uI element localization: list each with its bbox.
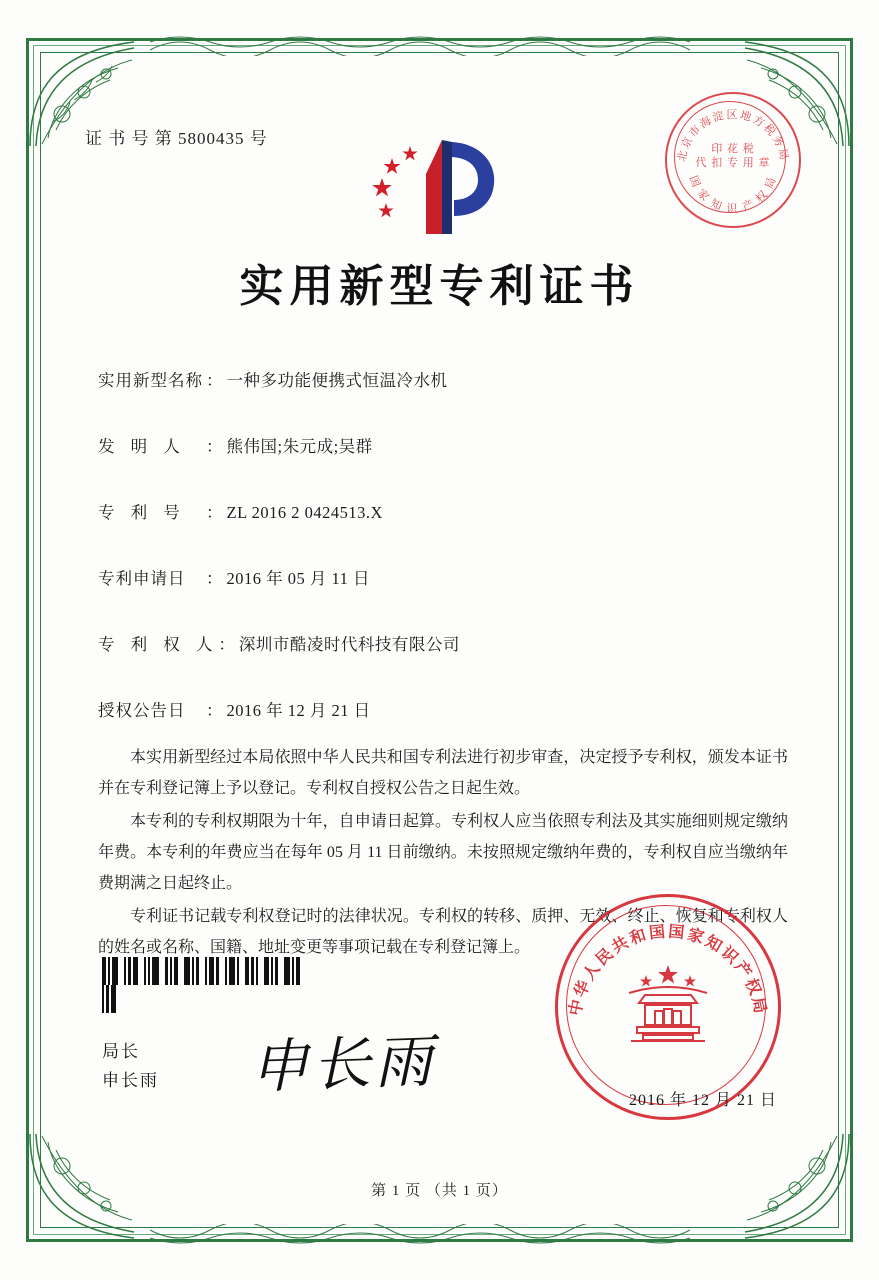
field-application-date xyxy=(98,568,788,590)
field-label: 专 利 权 人 xyxy=(98,635,219,654)
seal-center-line1: 印 花 税 xyxy=(711,143,755,155)
seal-arc-label: 北京市海淀区地方税务局 xyxy=(675,109,791,163)
svg-text:国 家 知 识 产 权 局 xyxy=(687,174,780,215)
field-separator: ： xyxy=(206,371,223,390)
field-value: ZL 2016 2 0424513.X xyxy=(226,503,383,522)
cnipa-logo-icon xyxy=(370,130,500,245)
paragraph-2: 本专利的专利权期限为十年，自申请日起算。专利权人应当依照专利法及其实施细则规定缴纳年费。本专利的年费应当在每年 05 月 11 日前缴纳。未按照规定缴纳年费的，专利权自应当缴纳年费期满之日起终止。 xyxy=(98,813,788,892)
field-label: 专利申请日 xyxy=(98,569,186,588)
field-label: 专 利 号 xyxy=(98,503,186,522)
field-separator: ： xyxy=(206,569,223,588)
paragraph-1: 本实用新型经过本局依照中华人民共和国专利法进行初步审查，决定授予专利权，颁发本证书并在专利登记簿上予以登记。专利权自授权公告之日起生效。 xyxy=(98,749,788,797)
national-seal-label: 中华人民共和国国家知识产权局 xyxy=(567,923,769,1018)
handwritten-signature: 申长雨 xyxy=(249,1028,438,1101)
seal-center-line2: 代 扣 专 用 章 xyxy=(695,157,771,169)
field-utility-model-name xyxy=(98,370,788,392)
field-inventor xyxy=(98,436,788,458)
director-title-label: 局长 xyxy=(102,1042,140,1061)
certificate-number-line xyxy=(85,124,268,149)
director-name: 申长雨 xyxy=(102,1071,159,1090)
seal-bottom-label: 国 家 知 识 产 权 局 xyxy=(686,174,780,215)
seal-center-text xyxy=(667,142,799,170)
field-value: 2016 年 12 月 21 日 xyxy=(226,701,371,720)
page-number: 第 1 页 （共 1 页） xyxy=(371,1183,508,1199)
field-value: 熊伟国;朱元成;吴群 xyxy=(226,437,373,456)
certificate-number-value: 5800435 xyxy=(178,129,245,148)
tax-stamp-seal xyxy=(665,92,801,228)
barcode xyxy=(102,957,302,985)
national-emblem-icon xyxy=(613,959,723,1055)
field-label: 授权公告日 xyxy=(98,701,186,720)
field-value: 一种多功能便携式恒温冷水机 xyxy=(226,371,448,390)
field-separator: ： xyxy=(206,503,223,522)
page-title: 实用新型专利证书 xyxy=(239,262,640,311)
signature-block xyxy=(102,1037,159,1095)
field-separator: ： xyxy=(218,635,235,654)
certificate-content xyxy=(40,52,839,1228)
field-grant-announcement-date xyxy=(98,700,788,722)
field-patentee xyxy=(98,634,788,656)
fields-list xyxy=(98,370,788,766)
field-separator: ： xyxy=(206,701,223,720)
field-value: 深圳市酷凌时代科技有限公司 xyxy=(238,635,460,654)
paragraph-3: 专利证书记载专利权登记时的法律状况。专利权的转移、质押、无效、终止、恢复和专利权人的姓名或名称、国籍、地址变更等事项记载在专利登记簿上。 xyxy=(98,908,788,956)
field-value: 2016 年 05 月 11 日 xyxy=(226,569,371,588)
field-patent-number xyxy=(98,502,788,524)
issue-date-stamp: 2016 年 12 月 21 日 xyxy=(628,1092,777,1109)
certificate-number-suffix: 号 xyxy=(249,129,268,148)
certificate-number-label: 证 书 号 第 xyxy=(85,129,173,148)
field-label: 实用新型名称 xyxy=(98,371,203,390)
field-separator: ： xyxy=(206,437,223,456)
field-label: 发 明 人 xyxy=(98,437,186,456)
